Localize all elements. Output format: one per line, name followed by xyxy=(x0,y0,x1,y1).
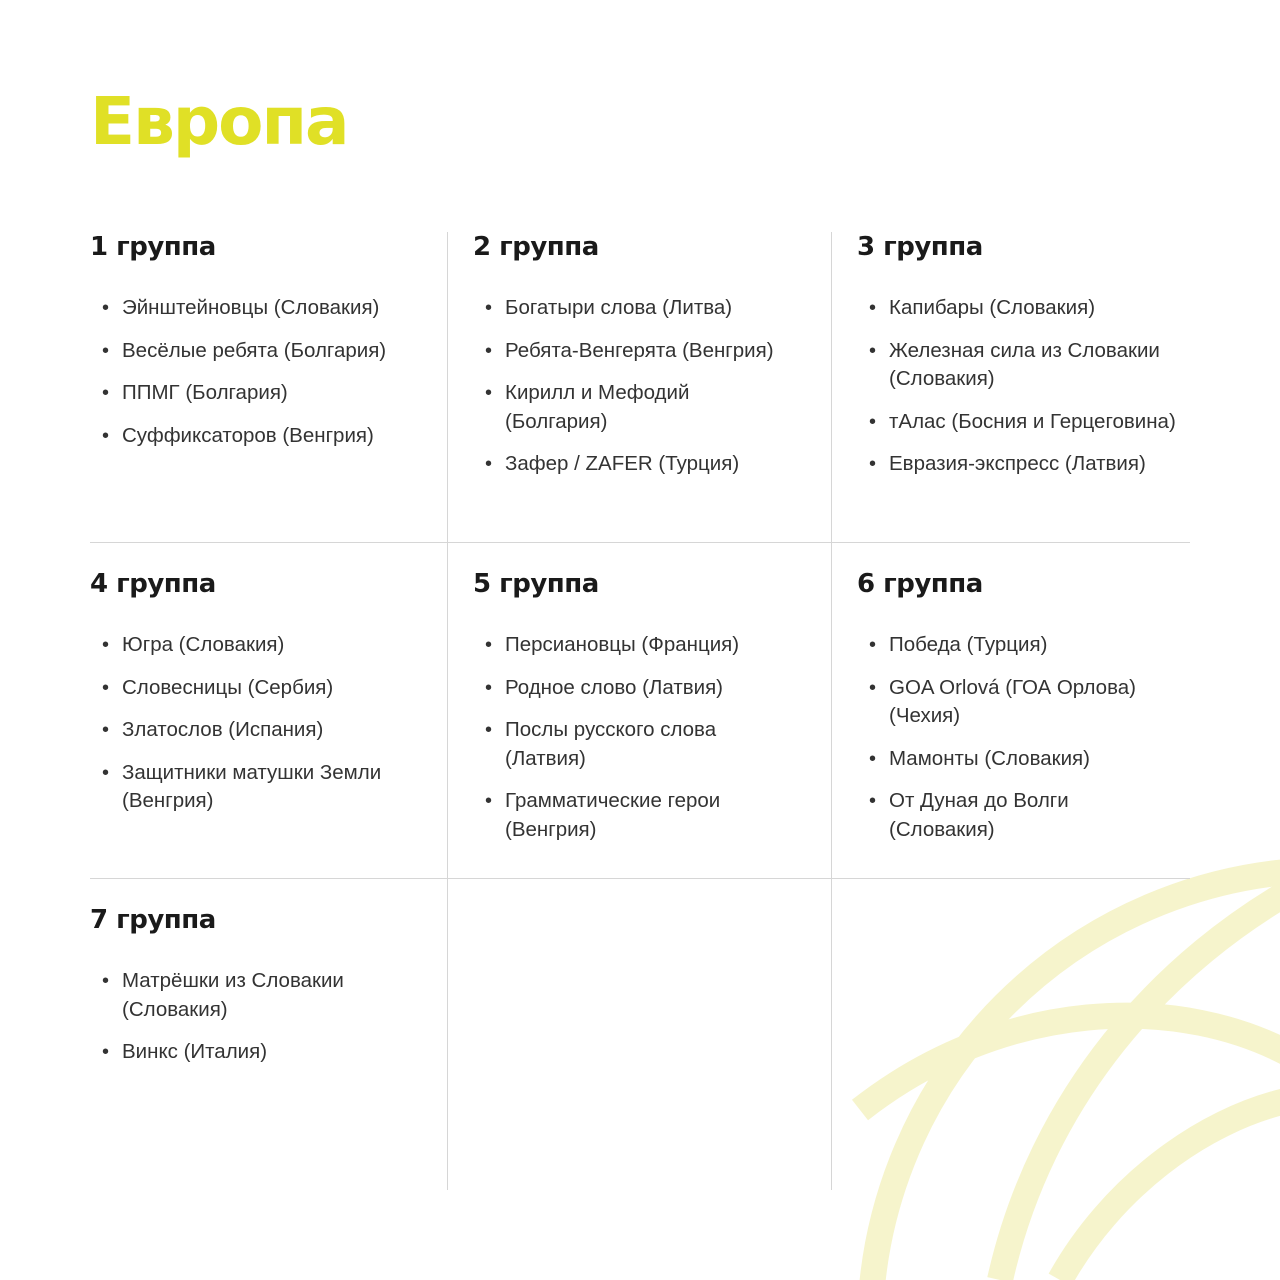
group-4 xyxy=(90,569,450,830)
group-3 xyxy=(857,232,1197,493)
team-item: • тАлас (Босния и Герцеговина) xyxy=(869,409,1176,433)
team-item: • Родное слово (Латвия) xyxy=(485,675,723,699)
team-item: • Матрёшки из Словакии (Словакия) xyxy=(102,969,344,1021)
team-item: • Евразия-экспресс (Латвия) xyxy=(869,452,1146,475)
team-item: • Послы русского слова (Латвия) xyxy=(485,718,717,770)
team-item: • Богатыри слова (Литва) xyxy=(485,296,733,319)
team-item: • Винкс (Италия) xyxy=(102,1040,268,1063)
team-list xyxy=(473,294,803,479)
team-item: • От Дуная до Волги (Словакия) xyxy=(869,789,1069,841)
team-item: • Златослов (Испания) xyxy=(102,718,324,741)
team-list xyxy=(473,631,803,844)
team-item: • Железная сила из Словакии (Словакия) xyxy=(869,338,1160,390)
team-item: • Кирилл и Мефодий (Болгария) xyxy=(485,381,690,433)
group-2 xyxy=(473,232,803,493)
team-item: • Ребята-Венгерята (Венгрия) xyxy=(485,338,774,362)
group-title: 3 группа xyxy=(857,232,983,262)
team-item: • Персиановцы (Франция) xyxy=(485,633,740,656)
team-list xyxy=(857,294,1197,479)
team-item: • Капибары (Словакия) xyxy=(869,296,1096,319)
team-list xyxy=(857,631,1187,844)
team-list xyxy=(90,631,450,816)
group-title: 4 группа xyxy=(90,569,216,599)
team-item: • Эйнштейновцы (Словакия) xyxy=(102,296,380,319)
team-item: • Победа (Турция) xyxy=(869,633,1048,656)
team-list xyxy=(90,967,450,1067)
team-item: • Грамматические герои (Венгрия) xyxy=(485,789,721,841)
group-7 xyxy=(90,905,450,1081)
team-item: • Суффиксаторов (Венгрия) xyxy=(102,423,374,447)
page-title: Европа xyxy=(90,83,348,160)
grid-line-horizontal-2 xyxy=(90,878,1190,879)
team-item: • ППМГ (Болгария) xyxy=(102,381,288,404)
team-item: • Защитники матушки Земли (Венгрия) xyxy=(102,760,382,812)
group-6 xyxy=(857,569,1187,858)
grid-line-vertical-2 xyxy=(831,232,832,1190)
group-1 xyxy=(90,232,450,464)
grid-line-horizontal-1 xyxy=(90,542,1190,543)
team-item: • Мамонты (Словакия) xyxy=(869,746,1090,770)
team-item: • Словесницы (Сербия) xyxy=(102,675,334,699)
group-5 xyxy=(473,569,803,858)
team-item: • Югра (Словакия) xyxy=(102,633,285,656)
team-list xyxy=(90,294,450,450)
group-title: 1 группа xyxy=(90,232,216,262)
team-item: • Весёлые ребята (Болгария) xyxy=(102,338,387,362)
group-title: 2 группа xyxy=(473,232,599,262)
group-title: 7 группа xyxy=(90,905,216,935)
team-item: • GOA Orlová (ГОА Орлова) (Чехия) xyxy=(869,675,1136,727)
group-title: 6 группа xyxy=(857,569,983,599)
group-title: 5 группа xyxy=(473,569,599,599)
team-item: • Зафер / ZAFER (Турция) xyxy=(485,452,740,475)
